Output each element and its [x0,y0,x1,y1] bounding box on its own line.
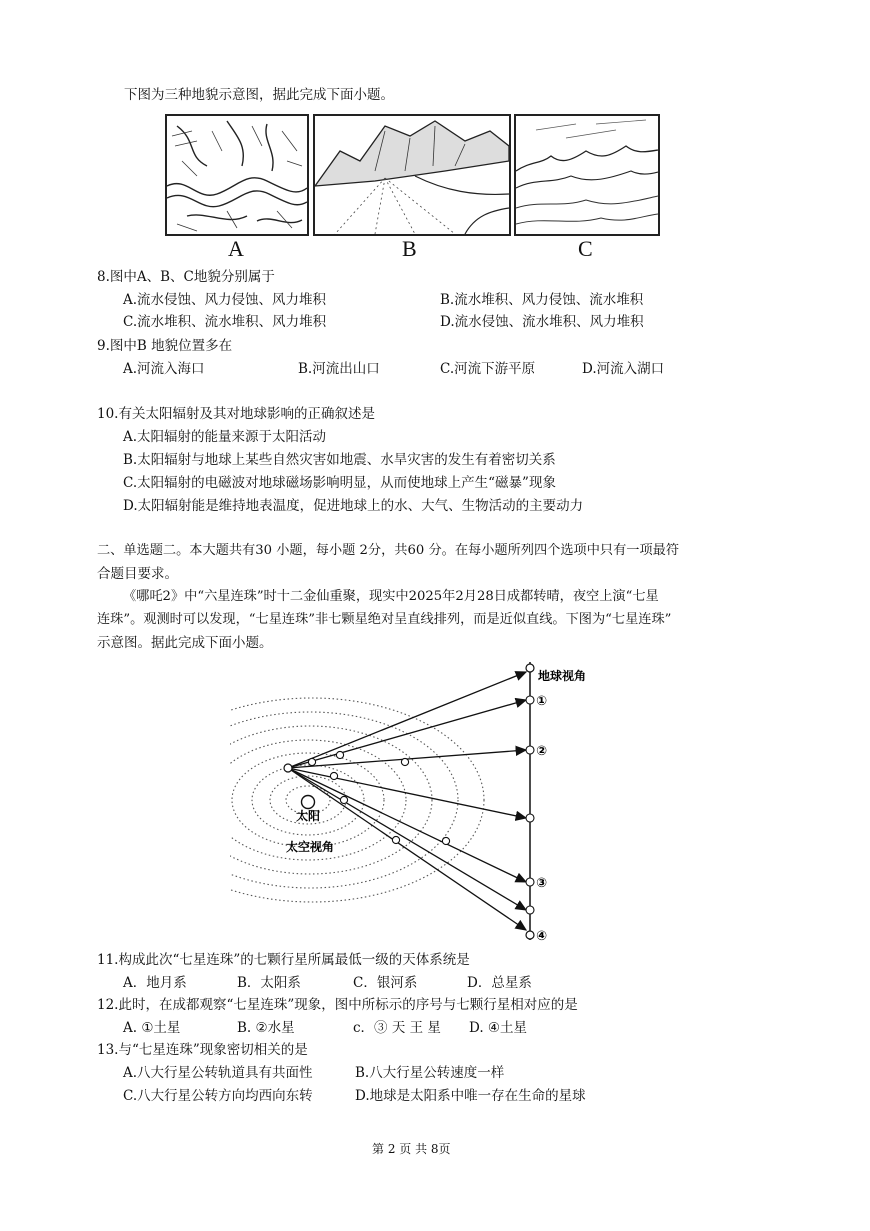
q9-option-b: B.河流出山口 [298,361,380,377]
axis-mark-4: ④ [536,929,548,944]
q12-option-a: A. ①土星 [123,1020,181,1036]
q8-option-a: A.流水侵蚀、风力侵蚀、风力堆积 [123,292,327,308]
section2-line1: 二、单选题二。本大题共有30 小题，每小题 2分，共60 分。在每小题所列四个选项中只有一项最符 [97,543,680,558]
q12-stem: 12.此时，在成都观察“七星连珠”现象，图中所标示的序号与七颗行星相对应的是 [97,997,578,1013]
axis-end-bottom [526,931,534,939]
landform-panel-a [165,114,309,236]
axis-mark-1: ① [536,694,548,709]
q10-option-a: A.太阳辐射的能量来源于太阳活动 [123,429,327,445]
sand-dune-illustration [516,116,658,234]
section2-line2: 合题目要求。 [97,566,178,582]
axis-end-top [526,664,534,672]
sight-lines [288,672,526,930]
orbit-rings [230,698,484,902]
q13-option-b: B.八大行星公转速度一样 [355,1065,505,1081]
landform-label-c: C [578,236,593,261]
sun-label: 太阳 [296,809,321,823]
q11-option-d: D．总星系 [467,975,532,991]
q10-option-b: B.太阳辐射与地球上某些自然灾害如地震、水旱灾害的发生有着密切关系 [123,452,556,468]
q13-option-c: C.八大行星公转方向均西向东转 [123,1088,313,1104]
intro-text: 下图为三种地貌示意图，据此完成下面小题。 [124,87,394,103]
q10-stem: 10.有关太阳辐射及其对地球影响的正确叙述是 [97,406,375,422]
river-erosion-illustration [167,116,307,234]
q10-option-c: C.太阳辐射的电磁波对地球磁场影响明显，从而使地球上产生“磁暴”现象 [123,475,556,491]
q11-option-c: C．银河系 [353,975,418,991]
q8-stem: 8.图中A、B、C地貌分别属于 [97,269,275,285]
q11-option-b: B．太阳系 [237,975,301,991]
alluvial-fan-illustration [315,116,509,234]
landform-label-b: B [402,236,417,261]
q12-option-d: D. ④土星 [469,1020,528,1036]
q13-option-a: A.八大行星公转轨道具有共面性 [123,1065,313,1081]
planet-alignment-diagram [230,660,610,945]
q13-stem: 13.与“七星连珠”现象密切相关的是 [97,1042,308,1058]
q8-option-b: B.流水堆积、风力侵蚀、流水堆积 [440,292,644,308]
passage-line2: 连珠”。观测时可以发现，“七星连珠”非七颗星绝对呈直线排列，而是近似直线。下图为“七星连珠” [97,612,672,627]
page-footer: 第 2 页 共 8页 [372,1142,451,1156]
q12-option-c: c．③ 天 王 星 [353,1020,441,1036]
landform-panel-c [514,114,660,236]
earth-view-label: 地球视角 [538,669,587,683]
axis-mark-3: ③ [536,876,548,891]
sun-marker [302,796,315,809]
earth-position [284,764,292,772]
q12-option-b: B. ②水星 [237,1020,295,1036]
landform-panel-b [313,114,511,236]
q10-option-d: D.太阳辐射能是维持地表温度，促进地球上的水、大气、生物活动的主要动力 [123,498,584,514]
axis-mark-2: ② [536,744,548,759]
q11-option-a: A．地月系 [123,975,187,991]
space-view-label: 太空视角 [286,840,335,854]
passage-line3: 示意图。据此完成下面小题。 [97,635,273,651]
q9-option-c: C.河流下游平原 [440,361,536,377]
q9-option-a: A.河流入海口 [123,361,205,377]
passage-line1: 《哪吒2》中“六星连珠”时十二金仙重聚，现实中2025年2月28日成都转晴，夜空上演“七星 [123,589,659,604]
q11-stem: 11.构成此次“七星连珠”的七颗行星所属最低一级的天体系统是 [97,952,470,968]
q9-stem: 9.图中B 地貌位置多在 [97,338,233,354]
q8-option-c: C.流水堆积、流水堆积、风力堆积 [123,314,327,330]
q8-option-d: D.流水侵蚀、流水堆积、风力堆积 [440,314,644,330]
q9-option-d: D.河流入湖口 [582,361,665,377]
q13-option-d: D.地球是太阳系中唯一存在生命的星球 [355,1088,586,1104]
landform-label-a: A [228,236,244,261]
